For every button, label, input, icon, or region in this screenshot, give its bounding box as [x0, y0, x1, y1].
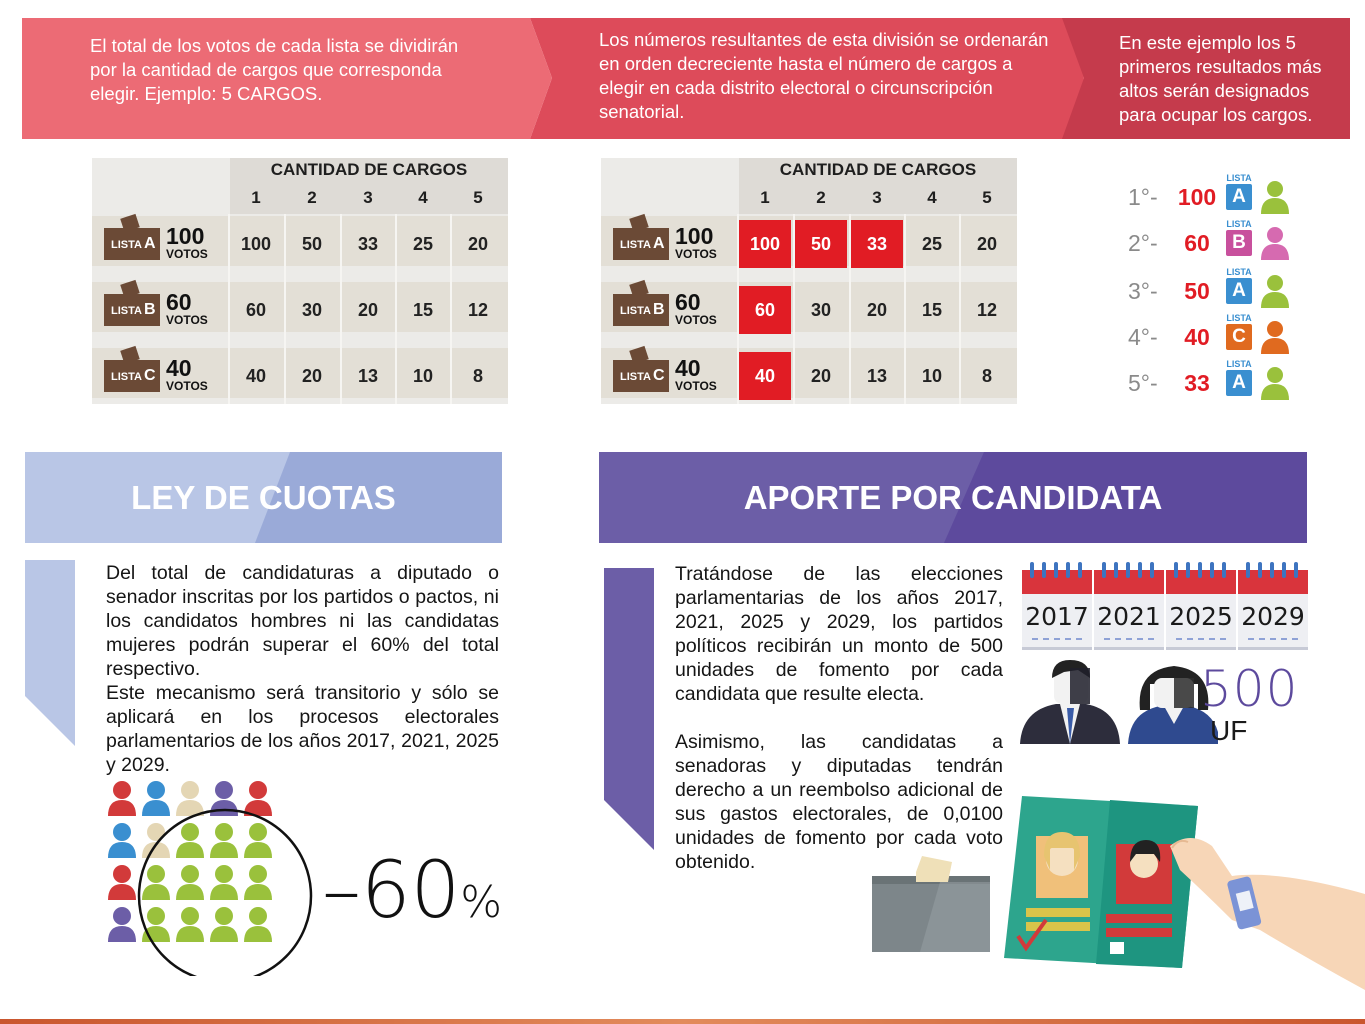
quota-percent-sign: % [460, 877, 503, 928]
ballot-box-list-b [104, 294, 160, 326]
table1-cell: 15 [412, 300, 434, 320]
aporte-text-1: Tratándose de las elecciones parlamentarias de los años 2017, 2021, 2025 y 2029, los partidos políticos recibirán un monto de 500 unidades de fomento por cada candidata que resulte electa. [675, 563, 1003, 705]
table1-cell: 60 [245, 300, 267, 320]
calendar-ring [1138, 562, 1142, 578]
votes-unit: VOTOS [166, 247, 208, 261]
ranking-list-badge: A [1226, 278, 1252, 304]
aporte-unit: UF [1210, 715, 1248, 746]
table2-cell: 12 [976, 300, 998, 320]
process-banner [22, 18, 1350, 139]
table2-column-separator [849, 214, 851, 404]
person-icon [142, 865, 170, 900]
person-icon [1260, 366, 1290, 400]
table2-column-separator [959, 214, 961, 404]
ranking-value: 100 [1177, 184, 1217, 210]
table2-column-header: 3 [872, 188, 882, 207]
ranking-item [1128, 359, 1308, 402]
calendar-year: 2017 [1025, 602, 1089, 631]
calendar-ring [1246, 562, 1250, 578]
voting-illustration [860, 790, 1365, 1020]
person-icon [108, 907, 136, 942]
ranking-list-label: LISTA [1226, 219, 1252, 229]
list-prefix: LISTA [111, 239, 142, 251]
table1-column-separator [340, 214, 342, 404]
cuotas-header [25, 452, 502, 543]
ranking-position: 1°- [1128, 184, 1158, 210]
ranking-position: 4°- [1128, 324, 1158, 350]
calendar-ring [1150, 562, 1154, 578]
calendar-icon [1166, 562, 1236, 652]
person-icon [210, 823, 238, 858]
calendar-ring [1042, 562, 1046, 578]
calendar-icon [1094, 562, 1164, 652]
person-icon [244, 865, 272, 900]
table2-cell: 33 [851, 220, 903, 268]
calendar-ring [1222, 562, 1226, 578]
person-icon [244, 823, 272, 858]
person-icon [142, 907, 170, 942]
votes-unit: VOTOS [166, 313, 208, 327]
table2-column-separator [904, 214, 906, 404]
calendar-icon [1022, 562, 1092, 652]
table1-column-header: 5 [473, 188, 483, 207]
person-icon [176, 907, 204, 942]
list-prefix: LISTA [111, 371, 142, 383]
table1-title: CANTIDAD DE CARGOS [270, 160, 468, 179]
person-icon [108, 823, 136, 858]
table2-cell: 10 [921, 366, 943, 386]
calendar-year: 2025 [1169, 602, 1233, 631]
ranking-item [1128, 173, 1308, 216]
ranking-item [1128, 219, 1308, 262]
list-letter: B [652, 301, 665, 318]
votes-count: 100 [166, 223, 205, 249]
person-icon [1260, 226, 1290, 260]
ranking-list-label: LISTA [1226, 267, 1252, 277]
calendar-icon [1238, 562, 1308, 652]
person-icon [108, 865, 136, 900]
table1-cell: 13 [357, 366, 379, 386]
calendar-ring [1294, 562, 1298, 578]
table1-cell: 20 [301, 366, 323, 386]
calendar-ring [1078, 562, 1082, 578]
ranking-list-label: LISTA [1226, 359, 1252, 369]
ballot-box-list-a [104, 228, 160, 260]
ranking-list-label: LISTA [1226, 173, 1252, 183]
person-icon [1260, 180, 1290, 214]
votes-unit: VOTOS [675, 313, 717, 327]
banner-step-2 [599, 18, 1059, 139]
calendar-ring [1054, 562, 1058, 578]
table1-cell: 50 [301, 234, 323, 254]
table1-column-separator [228, 214, 230, 404]
aporte-amount: 500 [1200, 660, 1299, 718]
ballot-paper-icon [1004, 796, 1198, 968]
table1-cell: 25 [412, 234, 434, 254]
table1-column-header: 1 [251, 188, 261, 207]
calendar-lines [1176, 638, 1226, 641]
ballot-box-list-c [104, 360, 160, 392]
person-icon [1260, 274, 1290, 308]
votes-unit: VOTOS [166, 379, 208, 393]
table1-cell: 12 [467, 300, 489, 320]
table2-cell: 15 [921, 300, 943, 320]
votes-count: 60 [166, 289, 192, 315]
hand-icon [1170, 838, 1365, 990]
table2-column-header: 4 [927, 188, 937, 207]
cuotas-text-2: Este mecanismo será transitorio y sólo se aplicará en los procesos electorales parlamentarios de los años 2017, 2021, 2025 y 2029. [106, 682, 499, 776]
ranking-value: 33 [1184, 370, 1210, 396]
division-table [92, 158, 508, 404]
calendar-year: 2021 [1097, 602, 1161, 631]
votes-unit: VOTOS [675, 247, 717, 261]
table2-column-header: 2 [816, 188, 826, 207]
person-icon [176, 865, 204, 900]
quota-value: –60 [322, 846, 461, 936]
ranking-value: 50 [1184, 278, 1210, 304]
table1-column-header: 3 [363, 188, 373, 207]
ranking-list-label: LISTA [1226, 313, 1252, 323]
banner-step-3 [1119, 18, 1344, 139]
ranking-list-badge: A [1226, 370, 1252, 396]
table1-row-votes [166, 357, 208, 393]
calendar-ring [1126, 562, 1130, 578]
ranking-position: 2°- [1128, 230, 1158, 256]
calendar-ring [1174, 562, 1178, 578]
table1-row-votes [166, 291, 208, 327]
table2-row-votes [675, 357, 717, 393]
person-icon [244, 907, 272, 942]
person-icon [176, 781, 204, 816]
cuotas-text [106, 561, 499, 777]
votes-count: 40 [675, 355, 701, 381]
aporte-title: APORTE POR CANDIDATA [743, 479, 1163, 516]
people-crowd-illustration [100, 776, 330, 976]
table2-cell: 40 [739, 352, 791, 400]
ranking-position: 3°- [1128, 278, 1158, 304]
table2-cell: 20 [976, 234, 998, 254]
person-icon [244, 781, 272, 816]
aporte-text-2: Asimismo, las candidatas a senadoras y diputadas tendrán derecho a un reembolso adicional de sus gastos electorales, de 0,0100 unidades de fomento por cada voto obtenido. [675, 731, 1003, 873]
banner-step-2-text: Los números resultantes de esta división se ordenarán en orden decreciente hasta el número de cargos a elegir en cada distrito electoral o circunscripción senatorial. [599, 29, 1049, 122]
table1-column-separator [284, 214, 286, 404]
calendar-ring [1030, 562, 1034, 578]
table1-cell: 10 [412, 366, 434, 386]
table2-column-separator [737, 214, 739, 404]
votes-count: 40 [166, 355, 192, 381]
quota-percentage [322, 848, 502, 946]
list-prefix: LISTA [620, 239, 651, 251]
man-woman-illustration [1018, 660, 1218, 744]
ranking-value: 60 [1184, 230, 1210, 256]
aporte-header [599, 452, 1307, 543]
table1-column-header: 2 [307, 188, 317, 207]
table1-cell: 40 [245, 366, 267, 386]
calendar-lines [1032, 638, 1082, 641]
table2-cell: 13 [866, 366, 888, 386]
person-icon [210, 865, 238, 900]
ranking-item [1128, 267, 1308, 310]
table1-cell: 8 [472, 366, 483, 386]
banner-step-1 [90, 18, 500, 139]
man-icon [1020, 660, 1120, 744]
person-icon [210, 907, 238, 942]
votes-count: 60 [675, 289, 701, 315]
ranking-list-badge: C [1226, 324, 1252, 350]
calendar-lines [1248, 638, 1298, 641]
person-icon [108, 781, 136, 816]
ranking-position: 5°- [1128, 370, 1158, 396]
table2-cell: 20 [866, 300, 888, 320]
list-prefix: LISTA [620, 371, 651, 383]
table1-cell: 33 [357, 234, 379, 254]
table1-cell: 30 [301, 300, 323, 320]
cuotas-text-1: Del total de candidaturas a diputado o senador inscritas por los partidos o pactos, ni los candidatos hombres ni las candidatas mujeres podrán superar el 60% del total respectivo. [106, 562, 499, 680]
ballot-box-list-b [613, 294, 669, 326]
list-letter: C [652, 367, 665, 384]
table2-row-votes [675, 291, 717, 327]
table1-column-separator [450, 214, 452, 404]
ranking-list-badge: B [1226, 230, 1252, 256]
table1-row-votes [166, 225, 208, 261]
votes-unit: VOTOS [675, 379, 717, 393]
person-icon [142, 823, 170, 858]
bottom-divider [0, 1019, 1365, 1024]
ranking-list-badge: A [1226, 184, 1252, 210]
calendar-ring [1186, 562, 1190, 578]
person-icon [1260, 320, 1290, 354]
table2-column-header: 5 [982, 188, 992, 207]
highlighted-division-table [601, 158, 1017, 404]
table2-cell: 8 [981, 366, 992, 386]
ballot-box-list-c [613, 360, 669, 392]
cuotas-ribbon [25, 560, 77, 746]
list-letter: C [143, 367, 156, 384]
table2-title: CANTIDAD DE CARGOS [779, 160, 977, 179]
table1-column-separator [395, 214, 397, 404]
calendar-ring [1198, 562, 1202, 578]
table2-cell: 20 [810, 366, 832, 386]
table2-column-separator [793, 214, 795, 404]
ranking-item [1128, 313, 1308, 356]
table2-cell: 30 [810, 300, 832, 320]
calendar-ring [1282, 562, 1286, 578]
votes-count: 100 [675, 223, 714, 249]
banner-step-1-text: El total de los votos de cada lista se dividirán por la cantidad de cargos que corresponda elegir. Ejemplo: 5 CARGOS. [90, 35, 459, 104]
ballot-box-list-a [613, 228, 669, 260]
person-icon [142, 781, 170, 816]
calendar-ring [1210, 562, 1214, 578]
calendar-ring [1066, 562, 1070, 578]
table2-row-votes [675, 225, 717, 261]
table2-cell: 100 [739, 220, 791, 268]
table1-cell: 20 [357, 300, 379, 320]
list-letter: A [652, 235, 665, 252]
person-icon [176, 823, 204, 858]
calendar-lines [1104, 638, 1154, 641]
calendar-ring [1270, 562, 1274, 578]
list-prefix: LISTA [111, 305, 142, 317]
ballot-box-icon [872, 856, 990, 952]
aporte-ribbon [604, 568, 656, 850]
table2-cell: 60 [739, 286, 791, 334]
calendar-year: 2029 [1241, 602, 1305, 631]
list-prefix: LISTA [620, 305, 651, 317]
ranking-value: 40 [1184, 324, 1210, 350]
table1-column-header: 4 [418, 188, 428, 207]
list-letter: B [143, 301, 156, 318]
calendar-ring [1114, 562, 1118, 578]
calendar-ring [1102, 562, 1106, 578]
table2-cell: 50 [795, 220, 847, 268]
table1-cell: 20 [467, 234, 489, 254]
table2-column-header: 1 [760, 188, 770, 207]
table1-cell: 100 [240, 234, 272, 254]
table2-cell: 25 [921, 234, 943, 254]
cuotas-title: LEY DE CUOTAS [131, 479, 396, 516]
calendar-ring [1258, 562, 1262, 578]
banner-step-3-text: En este ejemplo los 5 primeros resultados más altos serán designados para ocupar los cargos. [1119, 32, 1322, 125]
list-letter: A [143, 235, 156, 252]
